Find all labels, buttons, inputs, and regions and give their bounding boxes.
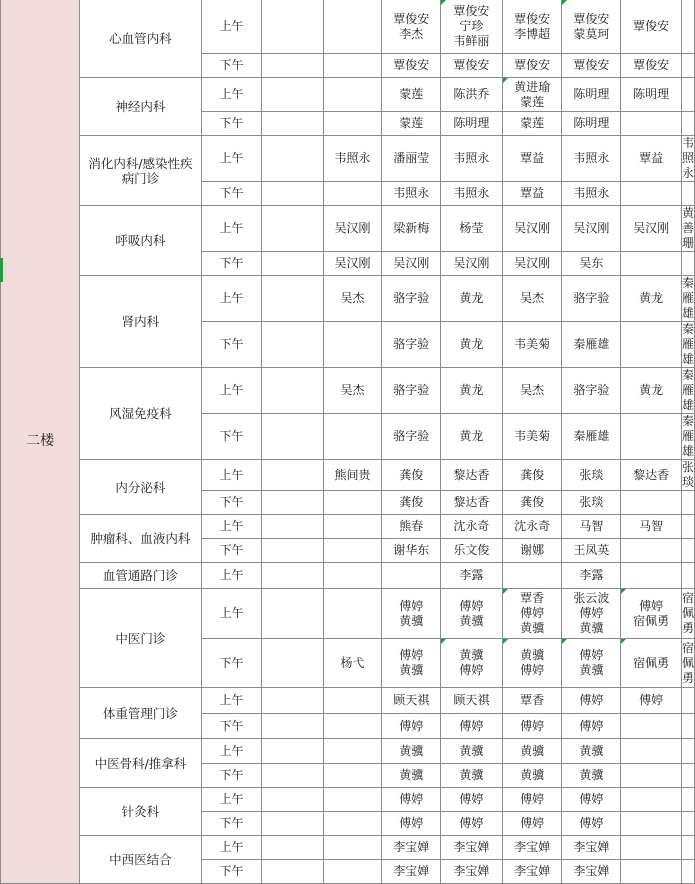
doctor-cell[interactable]: 骆字验 [562, 276, 621, 322]
schedule-row [1, 460, 695, 491]
doctor-cell[interactable] [681, 252, 694, 276]
doctor-cell[interactable]: 宿佩勇 [621, 639, 682, 688]
doctor-cell[interactable]: 李露 [562, 563, 621, 589]
doctor-cell[interactable]: 骆字验 [382, 322, 441, 368]
department-name[interactable]: 中医门诊 [80, 589, 201, 688]
doctor-cell[interactable] [621, 739, 682, 764]
doctor-cell[interactable]: 张琰 [562, 460, 621, 491]
doctor-cell[interactable] [681, 764, 694, 788]
department-name[interactable]: 肾内科 [80, 276, 201, 368]
doctor-cell[interactable]: 张琰 [562, 491, 621, 515]
doctor-cell[interactable]: 陈明理 [562, 112, 621, 136]
doctor-cell[interactable]: 傅婷 宿佩勇 [621, 589, 682, 639]
doctor-cell[interactable]: 黄骥 [502, 764, 562, 788]
doctor-cell[interactable]: 吴汉刚 [502, 252, 562, 276]
doctor-cell[interactable] [262, 112, 323, 136]
doctor-cell[interactable]: 龚俊 [382, 491, 441, 515]
doctor-cell[interactable]: 傅婷 黄骥 [562, 639, 621, 688]
period-cell[interactable]: 下午 [201, 112, 262, 136]
doctor-cell[interactable]: 李宝婵 [441, 860, 503, 884]
schedule-row [1, 368, 695, 414]
doctor-cell[interactable]: 黎达香 [441, 491, 503, 515]
doctor-cell[interactable]: 傅婷 [562, 688, 621, 714]
doctor-cell[interactable]: 杨弋 [323, 639, 382, 688]
doctor-cell[interactable] [681, 860, 694, 884]
period-cell[interactable]: 上午 [201, 136, 262, 182]
doctor-cell[interactable]: 韦照永 [562, 182, 621, 206]
doctor-cell[interactable]: 吴汉刚 [323, 206, 382, 252]
doctor-cell[interactable]: 韦美菊 [502, 322, 562, 368]
doctor-cell[interactable]: 韦照永 [323, 136, 382, 182]
doctor-cell[interactable]: 傅婷 [621, 688, 682, 714]
doctor-cell[interactable]: 黎达香 [621, 460, 682, 491]
doctor-cell[interactable]: 黄龙 [441, 322, 503, 368]
doctor-cell[interactable]: 李宝婵 [382, 860, 441, 884]
doctor-cell[interactable]: 骆字验 [382, 368, 441, 414]
doctor-cell[interactable] [681, 0, 694, 54]
doctor-cell[interactable] [262, 78, 323, 112]
doctor-cell[interactable]: 傅婷 [441, 714, 503, 739]
doctor-cell[interactable]: 秦雁雄 [562, 414, 621, 460]
doctor-cell[interactable]: 秦雁雄 [681, 368, 694, 412]
doctor-cell[interactable]: 顾天祺 [382, 688, 441, 714]
doctor-cell[interactable]: 陈洪乔 [441, 78, 503, 112]
doctor-cell[interactable] [262, 491, 323, 515]
schedule-row [1, 78, 695, 112]
doctor-cell[interactable] [621, 414, 682, 460]
doctor-cell[interactable]: 陈明理 [621, 78, 682, 112]
doctor-cell[interactable]: 李宝婵 [441, 836, 503, 860]
period-cell[interactable]: 上午 [201, 688, 262, 714]
doctor-cell[interactable]: 覃俊安 [502, 54, 562, 78]
doctor-cell[interactable]: 黎达香 [441, 460, 503, 491]
doctor-cell[interactable]: 黄龙 [441, 368, 503, 414]
period-cell[interactable]: 下午 [201, 182, 262, 206]
doctor-cell[interactable] [262, 515, 323, 539]
doctor-cell[interactable]: 蒙莲 [382, 112, 441, 136]
doctor-cell[interactable] [323, 322, 382, 368]
doctor-cell[interactable]: 李宝婵 [502, 860, 562, 884]
period-cell[interactable]: 上午 [201, 515, 262, 539]
doctor-cell[interactable] [621, 860, 682, 884]
doctor-cell[interactable]: 龚俊 [502, 460, 562, 491]
doctor-cell[interactable]: 杨莹 [441, 206, 503, 252]
doctor-cell[interactable] [262, 460, 323, 491]
doctor-cell[interactable]: 宿佩勇 [681, 589, 694, 639]
period-cell[interactable]: 下午 [201, 491, 262, 515]
doctor-cell[interactable]: 吴杰 [502, 276, 562, 322]
period-cell[interactable]: 上午 [201, 788, 262, 812]
doctor-cell[interactable]: 黄骥 [382, 739, 441, 764]
doctor-cell[interactable] [262, 812, 323, 836]
schedule-row [1, 563, 695, 589]
active-row-indicator [0, 258, 3, 282]
doctor-cell[interactable]: 吴杰 [323, 368, 382, 414]
period-cell[interactable]: 下午 [201, 54, 262, 78]
schedule-row [1, 836, 695, 860]
doctor-cell[interactable] [323, 812, 382, 836]
doctor-cell[interactable]: 吴汉刚 [621, 206, 682, 252]
department-name[interactable]: 针灸科 [80, 788, 201, 836]
doctor-cell[interactable]: 黄骥 [562, 739, 621, 764]
doctor-cell[interactable] [323, 112, 382, 136]
period-cell[interactable]: 上午 [201, 739, 262, 764]
doctor-cell[interactable]: 李宝婵 [562, 836, 621, 860]
doctor-cell[interactable] [681, 539, 694, 563]
doctor-cell[interactable]: 沈永奇 [502, 515, 562, 539]
doctor-cell[interactable]: 傅婷 [441, 788, 503, 812]
doctor-cell[interactable]: 傅婷 [502, 788, 562, 812]
doctor-cell[interactable]: 乐文俊 [441, 539, 503, 563]
doctor-cell[interactable]: 黄骥 [441, 764, 503, 788]
doctor-cell[interactable] [681, 112, 694, 136]
doctor-cell[interactable]: 覃益 [621, 136, 682, 182]
doctor-cell[interactable]: 蒙莲 [382, 78, 441, 112]
doctor-cell[interactable]: 熊春 [382, 515, 441, 539]
doctor-cell[interactable]: 黄骥 [382, 764, 441, 788]
doctor-cell[interactable] [621, 491, 682, 515]
doctor-cell[interactable] [262, 714, 323, 739]
doctor-cell[interactable]: 覃俊安 [441, 54, 503, 78]
doctor-cell[interactable]: 黄骥 [441, 739, 503, 764]
doctor-cell[interactable] [262, 788, 323, 812]
doctor-cell[interactable] [323, 0, 382, 54]
doctor-cell[interactable] [323, 589, 382, 639]
doctor-cell[interactable] [323, 563, 382, 589]
schedule-row [1, 688, 695, 714]
period-cell[interactable]: 下午 [201, 539, 262, 563]
department-name[interactable]: 神经内科 [80, 78, 201, 136]
period-cell[interactable]: 上午 [201, 276, 262, 322]
doctor-cell[interactable]: 黄善珊 [681, 206, 694, 250]
department-name[interactable]: 血管通路门诊 [80, 563, 201, 589]
doctor-cell[interactable] [262, 860, 323, 884]
doctor-cell[interactable]: 覃香 傅婷 黄骥 [502, 589, 562, 639]
doctor-cell[interactable]: 宿佩勇 [681, 639, 694, 688]
schedule-row [1, 788, 695, 812]
doctor-cell[interactable]: 傅婷 [562, 714, 621, 739]
department-name[interactable]: 风湿免疫科 [80, 368, 201, 460]
doctor-cell[interactable]: 傅婷 [502, 714, 562, 739]
doctor-cell[interactable]: 覃香 [502, 688, 562, 714]
doctor-cell[interactable]: 黄龙 [621, 276, 682, 322]
period-cell[interactable]: 上午 [201, 836, 262, 860]
period-cell[interactable]: 下午 [201, 322, 262, 368]
doctor-cell[interactable] [681, 78, 694, 112]
doctor-cell[interactable]: 傅婷 黄骥 [382, 639, 441, 688]
doctor-cell[interactable]: 秦雁雄 [681, 414, 694, 458]
period-cell[interactable]: 上午 [201, 460, 262, 491]
schedule-row [1, 515, 695, 539]
schedule-row [1, 739, 695, 764]
doctor-cell[interactable] [323, 78, 382, 112]
doctor-cell[interactable]: 傅婷 [441, 812, 503, 836]
period-cell[interactable]: 上午 [201, 206, 262, 252]
doctor-cell[interactable]: 李宝婵 [562, 860, 621, 884]
doctor-cell[interactable] [681, 836, 694, 860]
doctor-cell[interactable] [262, 764, 323, 788]
doctor-cell[interactable]: 韦照永 [441, 182, 503, 206]
department-name[interactable]: 肿瘤科、血液内科 [80, 515, 201, 563]
doctor-cell[interactable]: 骆字验 [562, 368, 621, 414]
doctor-cell[interactable] [621, 764, 682, 788]
period-cell[interactable]: 下午 [201, 812, 262, 836]
period-cell[interactable]: 上午 [201, 0, 262, 54]
doctor-cell[interactable]: 李宝婵 [382, 836, 441, 860]
doctor-cell[interactable] [621, 252, 682, 276]
doctor-cell[interactable] [323, 788, 382, 812]
doctor-cell[interactable]: 傅婷 [502, 812, 562, 836]
period-cell[interactable]: 下午 [201, 860, 262, 884]
doctor-cell[interactable] [621, 836, 682, 860]
doctor-cell[interactable]: 覃益 [502, 136, 562, 182]
doctor-cell[interactable]: 韦照永 [441, 136, 503, 182]
doctor-cell[interactable] [262, 563, 323, 589]
doctor-cell[interactable]: 王凤英 [562, 539, 621, 563]
doctor-cell[interactable] [262, 276, 323, 322]
doctor-cell[interactable] [323, 515, 382, 539]
doctor-cell[interactable]: 黄骥 傅婷 [441, 639, 503, 688]
doctor-cell[interactable] [681, 714, 694, 739]
doctor-cell[interactable] [621, 182, 682, 206]
schedule-row [1, 276, 695, 322]
doctor-cell[interactable]: 熊间贵 [323, 460, 382, 491]
doctor-cell[interactable] [621, 788, 682, 812]
doctor-cell[interactable]: 吴汉刚 [382, 252, 441, 276]
doctor-cell[interactable]: 韦照永 [562, 136, 621, 182]
doctor-cell[interactable] [382, 563, 441, 589]
doctor-cell[interactable]: 韦照永 [382, 182, 441, 206]
doctor-cell[interactable]: 梁新梅 [382, 206, 441, 252]
doctor-cell[interactable]: 吴汉刚 [441, 252, 503, 276]
doctor-cell[interactable]: 潘丽莹 [382, 136, 441, 182]
doctor-cell[interactable] [323, 714, 382, 739]
doctor-cell[interactable] [681, 739, 694, 764]
doctor-cell[interactable]: 沈永奇 [441, 515, 503, 539]
period-cell[interactable]: 上午 [201, 368, 262, 414]
department-name[interactable]: 心血管内科 [80, 0, 201, 78]
doctor-cell[interactable] [681, 788, 694, 812]
doctor-cell[interactable]: 傅婷 黄骥 [382, 589, 441, 639]
doctor-cell[interactable] [262, 739, 323, 764]
department-name[interactable]: 内分泌科 [80, 460, 201, 515]
doctor-cell[interactable]: 覃俊安 李杰 [382, 0, 441, 54]
doctor-cell[interactable] [681, 563, 694, 589]
doctor-cell[interactable] [621, 812, 682, 836]
doctor-cell[interactable]: 吴杰 [502, 368, 562, 414]
period-cell[interactable]: 下午 [201, 252, 262, 276]
floor-label[interactable]: 二楼 [1, 0, 80, 884]
doctor-cell[interactable] [262, 589, 323, 639]
doctor-cell[interactable]: 秦雁雄 [562, 322, 621, 368]
doctor-cell[interactable] [262, 206, 323, 252]
department-name[interactable]: 中西医结合 [80, 836, 201, 884]
doctor-cell[interactable]: 黄龙 [441, 276, 503, 322]
doctor-cell[interactable]: 黄龙 [441, 414, 503, 460]
doctor-cell[interactable]: 陈明理 [441, 112, 503, 136]
doctor-cell[interactable]: 吴汉刚 [502, 206, 562, 252]
doctor-cell[interactable] [323, 539, 382, 563]
schedule-row [1, 206, 695, 252]
period-cell[interactable]: 下午 [201, 639, 262, 688]
doctor-cell[interactable] [323, 491, 382, 515]
doctor-cell[interactable]: 傅婷 黄骥 [441, 589, 503, 639]
doctor-cell[interactable]: 吴汉刚 [323, 252, 382, 276]
doctor-cell[interactable] [323, 764, 382, 788]
doctor-cell[interactable] [681, 182, 694, 206]
doctor-cell[interactable]: 覃俊安 [621, 0, 682, 54]
doctor-cell[interactable] [681, 688, 694, 714]
doctor-cell[interactable] [621, 322, 682, 368]
doctor-cell[interactable]: 覃俊安 李博超 [502, 0, 562, 54]
doctor-cell[interactable] [502, 563, 562, 589]
doctor-cell[interactable] [621, 563, 682, 589]
doctor-cell[interactable]: 谢华东 [382, 539, 441, 563]
period-cell[interactable]: 下午 [201, 764, 262, 788]
doctor-cell[interactable] [262, 54, 323, 78]
doctor-cell[interactable] [262, 539, 323, 563]
doctor-cell[interactable] [681, 491, 694, 515]
doctor-cell[interactable] [681, 515, 694, 539]
doctor-cell[interactable]: 陈明理 [562, 78, 621, 112]
doctor-cell[interactable]: 马智 [621, 515, 682, 539]
doctor-cell[interactable]: 李宝婵 [502, 836, 562, 860]
department-name[interactable]: 体重管理门诊 [80, 688, 201, 739]
doctor-cell[interactable]: 韦照永 [681, 136, 694, 180]
doctor-cell[interactable] [323, 836, 382, 860]
doctor-cell[interactable]: 傅婷 [562, 788, 621, 812]
doctor-cell[interactable]: 黄骥 [502, 739, 562, 764]
doctor-cell[interactable]: 龚俊 [502, 491, 562, 515]
doctor-cell[interactable] [262, 0, 323, 54]
doctor-cell[interactable] [323, 860, 382, 884]
doctor-cell[interactable]: 秦雁雄 [681, 276, 694, 320]
doctor-cell[interactable]: 顾天祺 [441, 688, 503, 714]
doctor-cell[interactable] [681, 812, 694, 836]
doctor-cell[interactable]: 张云波 傅婷 黄骥 [562, 589, 621, 639]
period-cell[interactable]: 上午 [201, 78, 262, 112]
schedule-row [1, 136, 695, 182]
doctor-cell[interactable] [621, 112, 682, 136]
doctor-cell[interactable] [681, 54, 694, 78]
doctor-cell[interactable]: 秦雁雄 [681, 322, 694, 366]
doctor-cell[interactable] [621, 539, 682, 563]
doctor-cell[interactable]: 龚俊 [382, 460, 441, 491]
doctor-cell[interactable]: 傅婷 [382, 812, 441, 836]
doctor-cell[interactable]: 张琰 [681, 460, 694, 489]
doctor-cell[interactable]: 骆字验 [382, 276, 441, 322]
doctor-cell[interactable]: 吴杰 [323, 276, 382, 322]
doctor-cell[interactable]: 黄龙 [621, 368, 682, 414]
period-cell[interactable]: 上午 [201, 563, 262, 589]
doctor-cell[interactable] [262, 182, 323, 206]
doctor-cell[interactable] [323, 182, 382, 206]
doctor-cell[interactable]: 黄骥 傅婷 [502, 639, 562, 688]
doctor-cell[interactable]: 覃俊安 [382, 54, 441, 78]
schedule-row [1, 589, 695, 639]
doctor-cell[interactable]: 谢娜 [502, 539, 562, 563]
department-name[interactable]: 中医骨科/推拿科 [80, 739, 201, 788]
doctor-cell[interactable] [323, 54, 382, 78]
doctor-cell[interactable] [621, 714, 682, 739]
doctor-cell[interactable]: 覃俊安 [621, 54, 682, 78]
doctor-cell[interactable] [262, 368, 323, 414]
period-cell[interactable]: 下午 [201, 714, 262, 739]
doctor-cell[interactable]: 覃俊安 [562, 54, 621, 78]
doctor-cell[interactable]: 马智 [562, 515, 621, 539]
doctor-cell[interactable]: 傅婷 [382, 714, 441, 739]
department-name[interactable]: 消化内科/感染性疾 病门诊 [80, 136, 201, 206]
doctor-cell[interactable]: 吴东 [562, 252, 621, 276]
doctor-cell[interactable] [323, 414, 382, 460]
period-cell[interactable]: 下午 [201, 414, 262, 460]
doctor-cell[interactable]: 傅婷 [382, 788, 441, 812]
doctor-cell[interactable]: 覃益 [502, 182, 562, 206]
doctor-cell[interactable] [323, 688, 382, 714]
doctor-cell[interactable] [323, 739, 382, 764]
doctor-cell[interactable] [262, 322, 323, 368]
period-cell[interactable]: 上午 [201, 589, 262, 639]
doctor-cell[interactable]: 李露 [441, 563, 503, 589]
doctor-cell[interactable]: 覃俊安 宁珍 韦鲜丽 [441, 0, 503, 54]
doctor-cell[interactable]: 黄骥 [562, 764, 621, 788]
doctor-cell[interactable]: 蒙莲 [502, 112, 562, 136]
doctor-cell[interactable] [262, 252, 323, 276]
doctor-cell[interactable]: 吴汉刚 [562, 206, 621, 252]
doctor-cell[interactable]: 韦美菊 [502, 414, 562, 460]
doctor-cell[interactable] [262, 136, 323, 182]
doctor-cell[interactable]: 骆字验 [382, 414, 441, 460]
doctor-cell[interactable] [262, 414, 323, 460]
department-name[interactable]: 呼吸内科 [80, 206, 201, 276]
doctor-cell[interactable]: 覃俊安 蒙莫珂 [562, 0, 621, 54]
doctor-cell[interactable] [262, 836, 323, 860]
doctor-cell[interactable] [262, 688, 323, 714]
schedule-row [1, 0, 695, 54]
doctor-cell[interactable] [262, 639, 323, 688]
doctor-cell[interactable]: 黄进瑜 蒙莲 [502, 78, 562, 112]
doctor-cell[interactable]: 傅婷 [562, 812, 621, 836]
